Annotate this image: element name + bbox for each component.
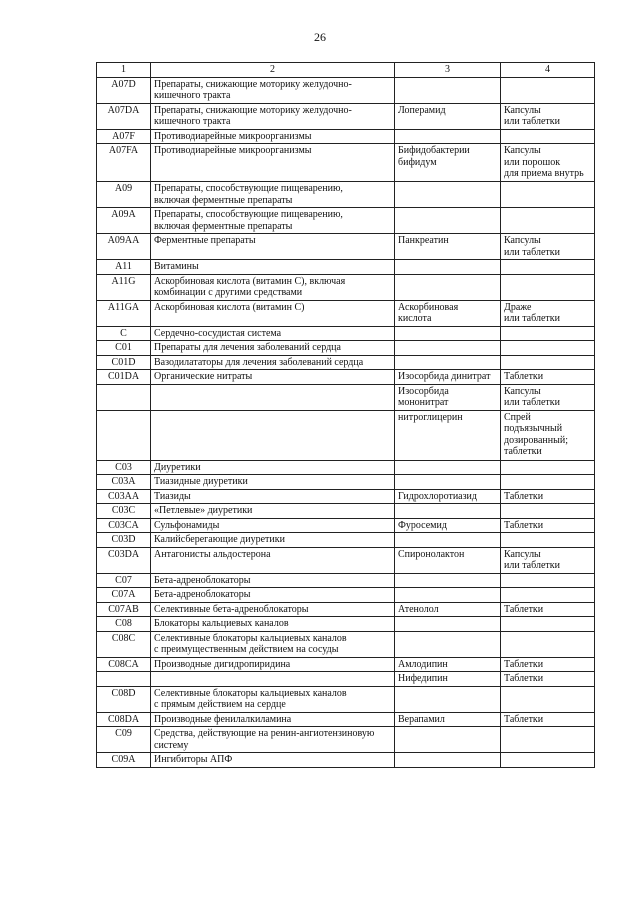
group-name-cell — [151, 489, 395, 504]
table-row — [97, 602, 595, 617]
column-header-form: 4 — [501, 63, 595, 78]
atc-code-cell: C03A — [97, 475, 151, 490]
table-row — [97, 326, 595, 341]
table-row — [97, 573, 595, 588]
dosage-form-line: Таблетки — [504, 519, 544, 531]
group-name-cell — [151, 410, 395, 460]
dosage-form-line: Капсулы — [504, 548, 541, 560]
drug-name-cell — [395, 234, 501, 260]
group-name-line: Ферментные препараты — [154, 235, 256, 246]
table-row — [97, 129, 595, 144]
table-row — [97, 77, 595, 103]
drug-name-cell — [395, 208, 501, 234]
dosage-form-cell — [501, 341, 595, 356]
dosage-form-cell — [501, 631, 595, 657]
atc-code-cell: C08C — [97, 631, 151, 657]
group-name-cell — [151, 753, 395, 768]
group-name-cell — [151, 355, 395, 370]
atc-code-cell: C09A — [97, 753, 151, 768]
dosage-form-line: или таблетки — [504, 313, 560, 324]
page-number: 26 — [314, 30, 326, 44]
drug-name-line: Гидрохлоротиазид — [398, 490, 477, 502]
atc-code-cell: A09AA — [97, 234, 151, 260]
table-row — [97, 672, 595, 687]
dosage-form-line: или таблетки — [504, 116, 560, 127]
group-name-cell — [151, 103, 395, 129]
group-name-cell — [151, 712, 395, 727]
drug-name-cell — [395, 370, 501, 385]
dosage-form-cell — [501, 518, 595, 533]
drug-name-cell — [395, 588, 501, 603]
group-name-line: Бета-адреноблокаторы — [154, 574, 251, 586]
dosage-form-cell — [501, 410, 595, 460]
dosage-form-line: подъязычный — [504, 423, 563, 434]
dosage-form-cell — [501, 475, 595, 490]
drug-name-line: Амлодипин — [398, 658, 448, 670]
group-name-line: с преимущественным действием на сосуды — [154, 644, 339, 655]
group-name-cell — [151, 533, 395, 548]
dosage-form-cell — [501, 712, 595, 727]
group-name-line: Антагонисты альдостерона — [154, 548, 271, 560]
drug-name-cell — [395, 504, 501, 519]
dosage-form-cell — [501, 617, 595, 632]
dosage-form-line: дозированный; — [504, 434, 568, 446]
drug-name-cell — [395, 573, 501, 588]
dosage-form-cell — [501, 547, 595, 573]
group-name-line: Калийсберегающие диуретики — [154, 534, 285, 545]
atc-code-cell: C03D — [97, 533, 151, 548]
group-name-cell — [151, 657, 395, 672]
table-row — [97, 504, 595, 519]
group-name-line: Препараты, способствующие пищеварению, — [154, 183, 343, 194]
dosage-form-line: Таблетки — [504, 713, 544, 725]
group-name-cell — [151, 631, 395, 657]
dosage-form-cell — [501, 657, 595, 672]
atc-code-cell: C — [97, 326, 151, 341]
atc-code-cell: A11G — [97, 274, 151, 300]
drug-name-cell — [395, 129, 501, 144]
table-row — [97, 727, 595, 753]
drug-name-cell — [395, 602, 501, 617]
table-row — [97, 355, 595, 370]
drug-name-cell — [395, 103, 501, 129]
dosage-form-cell — [501, 300, 595, 326]
drug-name-cell — [395, 657, 501, 672]
group-name-line: Препараты для лечения заболеваний сердца — [154, 342, 341, 353]
table-row — [97, 547, 595, 573]
drug-name-cell — [395, 686, 501, 712]
table-row — [97, 260, 595, 275]
drug-name-line: Панкреатин — [398, 235, 449, 246]
group-name-line: Вазодилататоры для лечения заболеваний сердца — [154, 356, 364, 368]
group-name-cell — [151, 672, 395, 687]
dosage-form-line: или таблетки — [504, 397, 560, 408]
dosage-form-line: или таблетки — [504, 560, 560, 571]
atc-code-cell: C03CA — [97, 518, 151, 533]
table-row — [97, 617, 595, 632]
column-header-group: 2 — [151, 63, 395, 78]
table-row — [97, 384, 595, 410]
group-name-line: включая ферментные препараты — [154, 220, 293, 232]
drug-name-cell — [395, 672, 501, 687]
table-row — [97, 274, 595, 300]
drug-name-line: Лоперамид — [398, 104, 446, 116]
group-name-cell — [151, 518, 395, 533]
atc-code-cell: C09 — [97, 727, 151, 753]
dosage-form-line: таблетки — [504, 446, 542, 457]
table-row — [97, 518, 595, 533]
atc-code-cell: C03AA — [97, 489, 151, 504]
drug-name-cell — [395, 182, 501, 208]
atc-code-cell: A09 — [97, 182, 151, 208]
drug-name-line: Спиронолактон — [398, 548, 465, 560]
dosage-form-cell — [501, 602, 595, 617]
dosage-form-cell — [501, 370, 595, 385]
group-name-cell — [151, 547, 395, 573]
atc-code-cell: A07FA — [97, 144, 151, 182]
group-name-line: Селективные блокаторы кальциевых каналов — [154, 687, 347, 699]
group-name-line: Средства, действующие на ренин-ангиотензиновую — [154, 728, 375, 739]
header-row — [97, 63, 595, 78]
drug-name-line: бифидум — [398, 156, 437, 168]
atc-code-cell: C08 — [97, 617, 151, 632]
group-name-line: Тиазиды — [154, 490, 191, 502]
drug-name-cell — [395, 274, 501, 300]
dosage-form-cell — [501, 234, 595, 260]
group-name-line: систему — [154, 739, 189, 751]
drug-name-cell — [395, 384, 501, 410]
dosage-form-cell — [501, 129, 595, 144]
dosage-form-line: Капсулы — [504, 385, 541, 397]
atc-code-cell — [97, 410, 151, 460]
dosage-form-cell — [501, 504, 595, 519]
table-row — [97, 208, 595, 234]
table-row — [97, 686, 595, 712]
dosage-form-cell — [501, 144, 595, 182]
atc-code-cell: C08D — [97, 686, 151, 712]
dosage-form-line: Таблетки — [504, 603, 544, 615]
drug-name-cell — [395, 617, 501, 632]
group-name-line: комбинации с другими средствами — [154, 287, 303, 298]
column-header-drug: 3 — [395, 63, 501, 78]
drug-name-cell — [395, 410, 501, 460]
table-row — [97, 588, 595, 603]
drug-name-cell — [395, 518, 501, 533]
drug-name-line: Атенолол — [398, 603, 439, 615]
group-name-cell — [151, 370, 395, 385]
group-name-cell — [151, 274, 395, 300]
atc-code-cell: C08DA — [97, 712, 151, 727]
group-name-cell — [151, 727, 395, 753]
group-name-line: с прямым действием на сердце — [154, 699, 286, 710]
group-name-line: Тиазидные диуретики — [154, 476, 248, 487]
group-name-cell — [151, 77, 395, 103]
group-name-line: кишечного тракта — [154, 116, 231, 127]
table-row — [97, 234, 595, 260]
dosage-form-cell — [501, 489, 595, 504]
drug-name-line: Аскорбиновая — [398, 301, 459, 313]
group-name-line: включая ферментные препараты — [154, 194, 293, 206]
drug-name-cell — [395, 475, 501, 490]
atc-code-cell: C07AB — [97, 602, 151, 617]
dosage-form-cell — [501, 588, 595, 603]
table-row — [97, 300, 595, 326]
table-row — [97, 489, 595, 504]
group-name-cell — [151, 144, 395, 182]
group-name-cell — [151, 617, 395, 632]
group-name-line: Противодиарейные микроорганизмы — [154, 130, 312, 142]
dosage-form-cell — [501, 672, 595, 687]
dosage-form-cell — [501, 182, 595, 208]
group-name-cell — [151, 182, 395, 208]
table-row — [97, 533, 595, 548]
dosage-form-line: Таблетки — [504, 673, 544, 684]
dosage-form-line: Капсулы — [504, 104, 541, 116]
atc-code-cell: C01 — [97, 341, 151, 356]
table-row — [97, 370, 595, 385]
drug-name-line: Бифидобактерии — [398, 145, 470, 156]
drug-name-line: Нифедипин — [398, 673, 448, 684]
group-name-line: Аскорбиновая кислота (витамин С), включая — [154, 275, 346, 287]
drug-name-line: Верапамил — [398, 713, 445, 725]
dosage-form-cell — [501, 326, 595, 341]
drug-name-cell — [395, 144, 501, 182]
atc-code-cell: A07DA — [97, 103, 151, 129]
dosage-form-line: Спрей — [504, 411, 531, 423]
drug-name-cell — [395, 341, 501, 356]
drug-table — [96, 62, 595, 768]
group-name-cell — [151, 460, 395, 475]
group-name-line: Органические нитраты — [154, 371, 253, 382]
group-name-line: «Петлевые» диуретики — [154, 505, 253, 516]
group-name-line: Препараты, снижающие моторику желудочно- — [154, 78, 352, 90]
dosage-form-cell — [501, 753, 595, 768]
group-name-line: Ингибиторы АПФ — [154, 754, 233, 765]
table-row — [97, 103, 595, 129]
drug-name-line: Фуросемид — [398, 519, 447, 531]
atc-code-cell: A11GA — [97, 300, 151, 326]
dosage-form-cell — [501, 533, 595, 548]
column-header-code: 1 — [97, 63, 151, 78]
group-name-line: Селективные бета-адреноблокаторы — [154, 603, 309, 615]
drug-name-cell — [395, 460, 501, 475]
table-row — [97, 144, 595, 182]
drug-name-cell — [395, 77, 501, 103]
table-row — [97, 712, 595, 727]
table-row — [97, 410, 595, 460]
dosage-form-line: Капсулы — [504, 235, 541, 246]
group-name-line: Противодиарейные микроорганизмы — [154, 145, 312, 156]
group-name-line: Диуретики — [154, 461, 201, 473]
drug-name-cell — [395, 631, 501, 657]
table-body — [97, 77, 595, 767]
group-name-cell — [151, 326, 395, 341]
drug-name-cell — [395, 489, 501, 504]
dosage-form-cell — [501, 103, 595, 129]
dosage-form-cell — [501, 384, 595, 410]
dosage-form-line: или таблетки — [504, 246, 560, 258]
dosage-form-line: Капсулы — [504, 145, 541, 156]
table-row — [97, 657, 595, 672]
drug-name-cell — [395, 753, 501, 768]
dosage-form-cell — [501, 208, 595, 234]
group-name-cell — [151, 384, 395, 410]
dosage-form-cell — [501, 460, 595, 475]
atc-code-cell: A07F — [97, 129, 151, 144]
atc-code-cell: C07A — [97, 588, 151, 603]
group-name-line: Препараты, способствующие пищеварению, — [154, 209, 343, 220]
table-row — [97, 460, 595, 475]
group-name-cell — [151, 208, 395, 234]
group-name-line: Сердечно-сосудистая система — [154, 327, 282, 339]
group-name-line: Бета-адреноблокаторы — [154, 589, 251, 600]
dosage-form-cell — [501, 274, 595, 300]
drug-name-cell — [395, 300, 501, 326]
group-name-line: Сульфонамиды — [154, 519, 220, 531]
table-row — [97, 341, 595, 356]
group-name-line: кишечного тракта — [154, 90, 231, 101]
atc-code-cell — [97, 672, 151, 687]
group-name-cell — [151, 504, 395, 519]
atc-code-cell: C03 — [97, 460, 151, 475]
drug-name-cell — [395, 355, 501, 370]
group-name-cell — [151, 341, 395, 356]
group-name-cell — [151, 300, 395, 326]
dosage-form-cell — [501, 77, 595, 103]
drug-name-cell — [395, 533, 501, 548]
atc-code-cell: A11 — [97, 260, 151, 275]
table-row — [97, 475, 595, 490]
group-name-line: Селективные блокаторы кальциевых каналов — [154, 632, 347, 644]
group-name-line: Витамины — [154, 261, 199, 272]
dosage-form-line: Таблетки — [504, 371, 544, 382]
atc-code-cell: C01D — [97, 355, 151, 370]
group-name-cell — [151, 588, 395, 603]
dosage-form-cell — [501, 573, 595, 588]
atc-code-cell: C07 — [97, 573, 151, 588]
atc-code-cell: C08CA — [97, 657, 151, 672]
drug-name-line: Изосорбида динитрат — [398, 371, 491, 382]
atc-code-cell — [97, 384, 151, 410]
drug-name-cell — [395, 727, 501, 753]
atc-code-cell: A07D — [97, 77, 151, 103]
atc-code-cell: C03C — [97, 504, 151, 519]
group-name-line: Производные фенилалкиламина — [154, 713, 292, 725]
drug-name-cell — [395, 712, 501, 727]
drug-name-cell — [395, 547, 501, 573]
group-name-line: Производные дигидропиридина — [154, 658, 291, 670]
group-name-cell — [151, 234, 395, 260]
drug-name-line: нитроглицерин — [398, 411, 463, 423]
dosage-form-cell — [501, 260, 595, 275]
drug-name-line: кислота — [398, 313, 432, 324]
group-name-cell — [151, 129, 395, 144]
table-row — [97, 631, 595, 657]
drug-name-line: мононитрат — [398, 397, 449, 408]
group-name-cell — [151, 573, 395, 588]
group-name-cell — [151, 602, 395, 617]
atc-code-cell: A09A — [97, 208, 151, 234]
atc-code-cell: C01DA — [97, 370, 151, 385]
drug-name-line: Изосорбида — [398, 385, 449, 397]
drug-name-cell — [395, 260, 501, 275]
dosage-form-cell — [501, 355, 595, 370]
dosage-form-cell — [501, 686, 595, 712]
atc-code-cell: C03DA — [97, 547, 151, 573]
group-name-cell — [151, 260, 395, 275]
group-name-line: Блокаторы кальциевых каналов — [154, 618, 289, 629]
group-name-cell — [151, 475, 395, 490]
group-name-line: Препараты, снижающие моторику желудочно- — [154, 104, 352, 116]
group-name-cell — [151, 686, 395, 712]
table-row — [97, 182, 595, 208]
dosage-form-line: Драже — [504, 301, 532, 313]
dosage-form-line: для приема внутрь — [504, 168, 584, 179]
dosage-form-line: Таблетки — [504, 490, 544, 502]
group-name-line: Аскорбиновая кислота (витамин С) — [154, 301, 305, 313]
dosage-form-line: или порошок — [504, 156, 561, 168]
table-row — [97, 753, 595, 768]
drug-name-cell — [395, 326, 501, 341]
dosage-form-line: Таблетки — [504, 658, 544, 670]
dosage-form-cell — [501, 727, 595, 753]
